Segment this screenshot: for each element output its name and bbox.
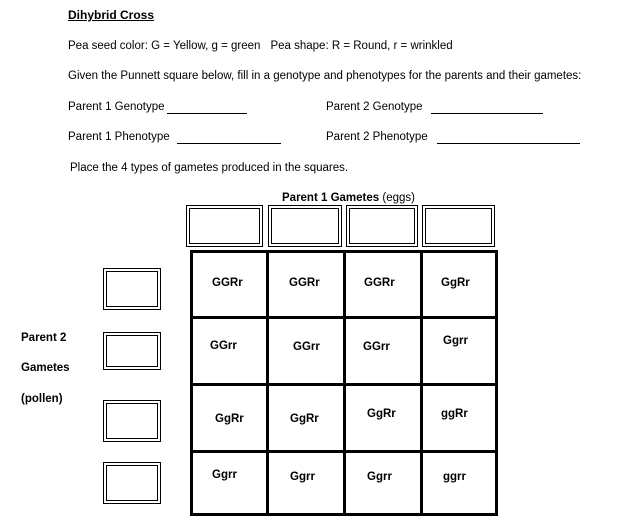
punnett-cell: ggrr: [443, 471, 466, 483]
parent1-gamete-box-4[interactable]: [422, 205, 495, 247]
parent2-phenotype-blank[interactable]: [437, 143, 580, 144]
parent2-label: Parent 2: [21, 332, 67, 344]
parent1-phenotype-label: Parent 1 Phenotype: [68, 131, 170, 143]
punnett-cell: Ggrr: [212, 469, 237, 481]
worksheet-title: Dihybrid Cross: [68, 8, 155, 22]
parent2-gamete-box-4[interactable]: [103, 462, 161, 504]
punnett-cell: GgRr: [441, 277, 470, 289]
seed-color-key: Pea seed color: G = Yellow, g = green: [68, 40, 261, 52]
parent2-genotype-blank[interactable]: [431, 113, 543, 114]
parent1-phenotype-blank[interactable]: [177, 143, 281, 144]
parent1-gamete-box-2[interactable]: [268, 205, 342, 247]
place-instruction: Place the 4 types of gametes produced in the squares.: [70, 162, 349, 174]
parent1-genotype-blank[interactable]: [167, 113, 247, 114]
parent1-gametes-eggs: (eggs): [382, 192, 415, 204]
punnett-cell: GGRr: [289, 277, 320, 289]
instruction-text: Given the Punnett square below, fill in a genotype and phenotypes for the parents and their gametes:: [68, 70, 582, 82]
punnett-cell: Ggrr: [367, 471, 392, 483]
trait-key: [68, 40, 453, 52]
punnett-cell: Ggrr: [290, 471, 315, 483]
parent1-gametes-header: [282, 192, 415, 204]
parent2-gametes-label: Gametes: [21, 362, 70, 374]
shape-key: Pea shape: R = Round, r = wrinkled: [270, 40, 453, 52]
punnett-cell: GGRr: [212, 277, 243, 289]
parent2-phenotype-label: Parent 2 Phenotype: [326, 131, 428, 143]
punnett-cell: GgRr: [215, 413, 244, 425]
parent2-gamete-box-2[interactable]: [103, 332, 161, 370]
parent1-gamete-box-1[interactable]: [186, 205, 263, 247]
parent2-genotype-label: Parent 2 Genotype: [326, 101, 423, 113]
punnett-cell: GGrr: [210, 340, 237, 352]
punnett-cell: GgRr: [290, 413, 319, 425]
punnett-cell: GGrr: [293, 341, 320, 353]
grid-divider: [190, 316, 498, 319]
grid-divider: [190, 450, 498, 453]
parent2-pollen-label: (pollen): [21, 393, 63, 405]
parent2-gamete-box-1[interactable]: [103, 268, 161, 310]
punnett-cell: Ggrr: [443, 335, 468, 347]
parent1-genotype-label: Parent 1 Genotype: [68, 101, 165, 113]
punnett-cell: ggRr: [441, 408, 468, 420]
parent2-gamete-box-3[interactable]: [103, 400, 161, 442]
parent1-gametes-label: Parent 1 Gametes: [282, 192, 380, 204]
punnett-cell: GGrr: [363, 341, 390, 353]
parent1-gamete-box-3[interactable]: [346, 205, 418, 247]
grid-divider: [190, 383, 498, 386]
punnett-cell: GgRr: [367, 408, 396, 420]
punnett-cell: GGRr: [364, 277, 395, 289]
